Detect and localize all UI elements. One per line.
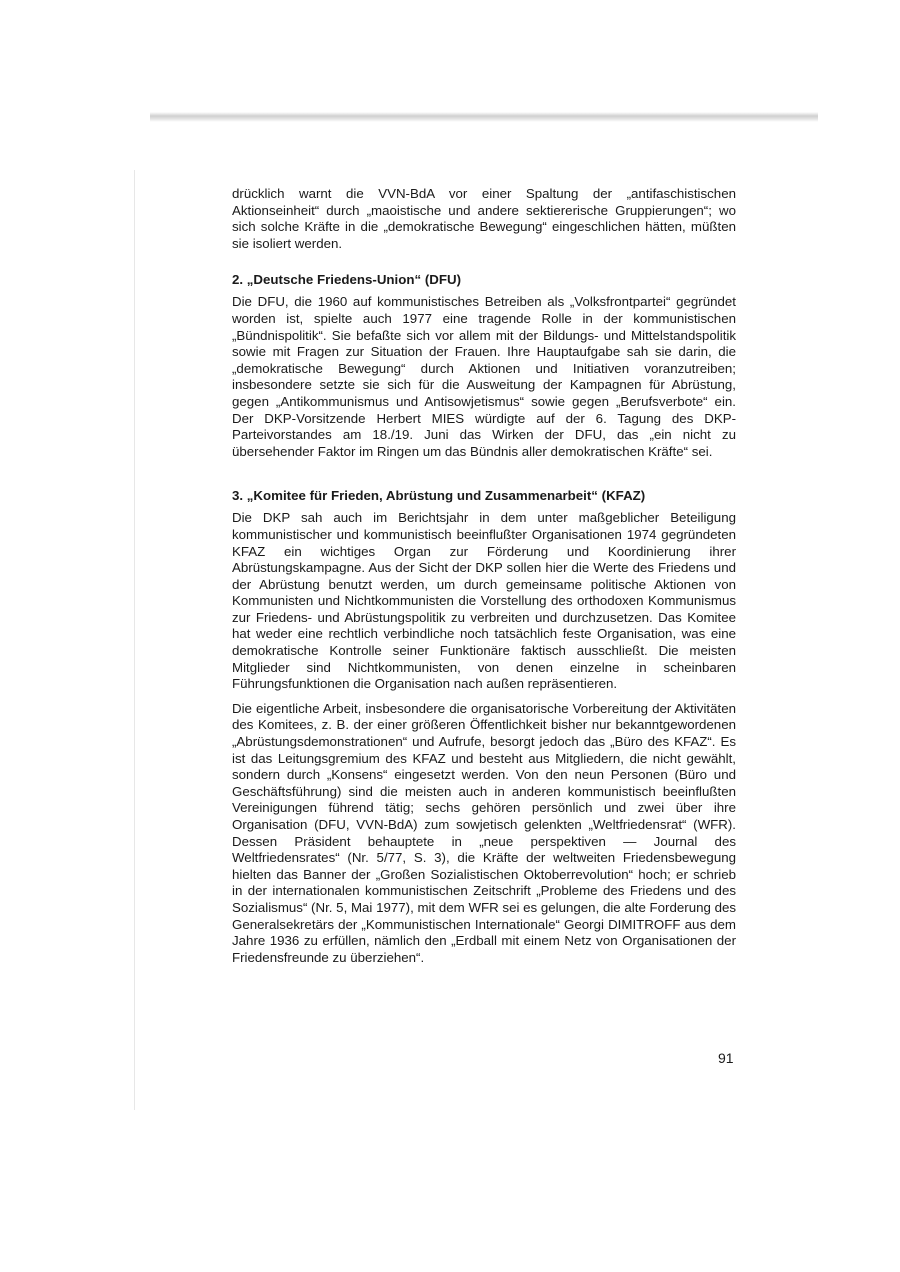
page-body bbox=[232, 186, 736, 966]
section-3-paragraph-1: Die DKP sah auch im Berichtsjahr in dem unter maßgeblicher Beteiligung kommunistischer und kommunistisch beeinflußter Organisationen 1974 gegründeten KFAZ ein wichtiges Organ zur Förderung und Koordinierung ihrer Abrüstungskampagne. Aus der Sicht der DKP sollen hier die Werte des Friedens und der Abrüstung benutzt werden, um durch gemeinsame politische Aktionen von Kommunisten und Nichtkommunisten die Vorstellung des orthodoxen Kommunismus zur Friedens- und Abrüstungspolitik zu verbreiten und durchzusetzen. Das Komitee hat weder eine rechtlich verbindliche noch tatsächlich feste Organisation, was eine demokratische Kontrolle seiner Funktionäre faktisch ausschließt. Die meisten Mitglieder sind Nichtkommunisten, von denen einzelne in scheinbaren Führungsfunktionen die Organisation nach außen repräsentieren. bbox=[232, 510, 736, 692]
scan-top-shadow bbox=[150, 112, 818, 122]
page-number: 91 bbox=[718, 1050, 734, 1066]
section-3-paragraph-2: Die eigentliche Arbeit, insbesondere die organisatorische Vorbereitung der Aktivitäten des Komitees, z. B. der einer größeren Öffentlichkeit bisher nur bekanntgewordenen „Abrüstungsdemonstrationen“ und Aufrufe, besorgt jedoch das „Büro des KFAZ“. Es ist das Leitungsgremium des KFAZ und besteht aus Mitgliedern, die nicht gewählt, sondern durch „Konsens“ eingesetzt werden. Von den neun Personen (Büro und Geschäftsführung) sind die meisten auch in anderen kommunistisch beeinflußten Vereinigungen führend tätig; sechs gehören persönlich und zwei über ihre Organisation (DFU, VVN-BdA) zum sowjetisch gelenkten „Weltfriedensrat“ (WFR). Dessen Präsident behauptete in „neue perspektiven — Journal des Weltfriedensrates“ (Nr. 5/77, S. 3), die Kräfte der weltweiten Friedensbewegung hielten das Banner der „Großen Sozialistischen Oktoberrevolution“ hoch; er schrieb in der internationalen kommunistischen Zeitschrift „Probleme des Friedens und des Sozialismus“ (Nr. 5, Mai 1977), mit dem WFR sei es gelungen, die alte Forderung des Generalsekretärs der „Kommunistischen Internationale“ Georgi DIMITROFF aus dem Jahre 1936 zu erfüllen, nämlich den „Erdball mit einem Netz von Organisationen der Friedensfreunde zu überziehen“. bbox=[232, 700, 737, 965]
section-3-heading: 3. „Komitee für Frieden, Abrüstung und Zusammenarbeit“ (KFAZ) bbox=[232, 488, 646, 504]
scan-side-shadow bbox=[134, 170, 135, 1110]
section-2-paragraph: Die DFU, die 1960 auf kommunistisches Betreiben als „Volksfrontpartei“ gegründet worden ist, spielte auch 1977 eine tragende Rolle in der kommunistischen „Bündnispolitik“. Sie befaßte sich vor allem mit der Bildungs- und Mittelstandspolitik sowie mit Fragen zur Situation der Frauen. Ihre Hauptaufgabe sah sie darin, die „demokratische Bewegung“ durch Aktionen und Initiativen voranzutreiben; insbesondere setzte sie sich für die Ausweitung der Kampagnen für Abrüstung, gegen „Antikommunismus und Antisowjetismus“ sowie gegen „Berufsverbote“ ein. Der DKP-Vorsitzende Herbert MIES würdigte auf der 6. Tagung des DKP-Parteivorstandes am 18./19. Juni das Wirken der DFU, das „ein nicht zu übersehender Faktor im Ringen um das Bündnis aller demokratischen Kräfte“ sei. bbox=[232, 294, 736, 459]
intro-paragraph: drücklich warnt die VVN-BdA vor einer Spaltung der „antifaschistischen Aktionseinheit“ durch „maoistische und andere sektiererische Gruppierungen“; wo sich solche Kräfte in die „demokratische Bewegung“ eingeschlichen hätten, müßten sie isoliert werden. bbox=[232, 186, 736, 251]
section-2-heading: 2. „Deutsche Friedens-Union“ (DFU) bbox=[232, 272, 462, 288]
